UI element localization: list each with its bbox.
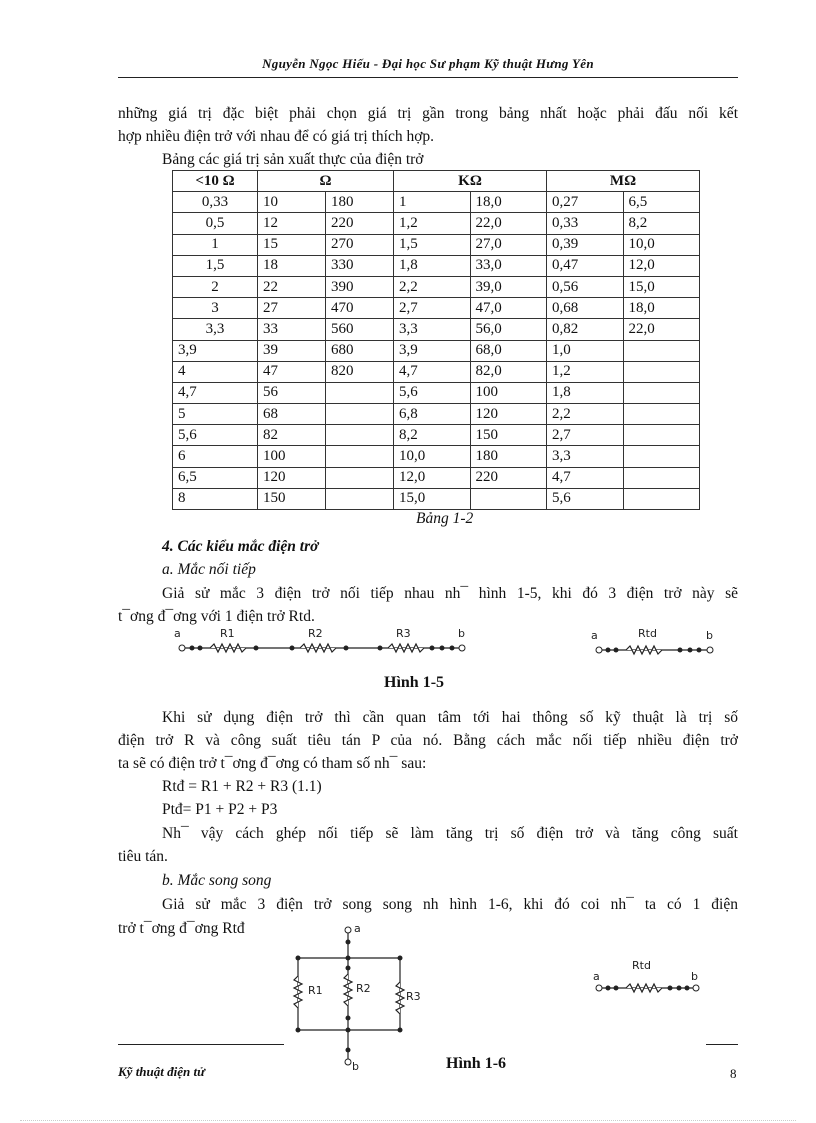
table-cell: 0,33 xyxy=(547,213,624,234)
par-label-b: b xyxy=(352,1060,359,1073)
table-cell: 22,0 xyxy=(623,319,700,340)
table-row xyxy=(173,255,700,276)
figure-1-6-caption: Hình 1-6 xyxy=(446,1055,507,1072)
table-cell xyxy=(326,382,394,403)
rtd-terminal-b xyxy=(707,647,713,653)
table-cell: 8,2 xyxy=(394,425,471,446)
table-cell: 3 xyxy=(173,298,258,319)
table-cell: 47 xyxy=(258,361,326,382)
table-row xyxy=(173,319,700,340)
table-cell: 560 xyxy=(326,319,394,340)
table-cell: 6,5 xyxy=(623,192,700,213)
table-row xyxy=(173,213,700,234)
par-label-a: a xyxy=(354,922,361,935)
table-cell: 150 xyxy=(258,488,326,509)
table-cell xyxy=(623,382,700,403)
p1-line-3: ta sẽ có điện trở t¯ơng đ¯ơng có tham số nh¯ sau: xyxy=(118,755,427,772)
series-subtitle: a. Mắc nối tiếp xyxy=(162,561,256,578)
table-cell: 2,7 xyxy=(547,425,624,446)
parallel-line-2: trở t¯ơng đ¯ơng Rtđ xyxy=(118,920,245,937)
page-number: 8 xyxy=(730,1066,737,1081)
table-cell: 1 xyxy=(394,192,471,213)
section-4-title: 4. Các kiểu mắc điện trở xyxy=(162,538,319,555)
eq-label-b: b xyxy=(691,970,698,983)
table-intro: Bảng các giá trị sản xuất thực của điện trở xyxy=(162,151,424,168)
header-under-10-ohm: <10 Ω xyxy=(173,171,258,192)
table-cell: 5,6 xyxy=(173,425,258,446)
table-cell xyxy=(623,446,700,467)
table-cell: 15,0 xyxy=(394,488,471,509)
label-r2: R2 xyxy=(308,627,323,640)
figure-1-6-diagram xyxy=(288,922,421,1073)
table-cell: 1,5 xyxy=(173,255,258,276)
resistor-values-table xyxy=(172,170,700,510)
table-cell: 100 xyxy=(258,446,326,467)
table-cell xyxy=(623,404,700,425)
table-row xyxy=(173,488,700,509)
table-cell xyxy=(326,425,394,446)
table-cell: 18 xyxy=(258,255,326,276)
par-resistor-r2 xyxy=(344,974,352,1006)
table-row xyxy=(173,382,700,403)
par-resistor-r3 xyxy=(396,982,404,1014)
table-cell: 12 xyxy=(258,213,326,234)
table-cell: 3,3 xyxy=(173,319,258,340)
table-cell: 1,2 xyxy=(547,361,624,382)
table-cell: 18,0 xyxy=(470,192,547,213)
table-cell xyxy=(326,467,394,488)
table-row xyxy=(173,276,700,297)
table-cell: 27,0 xyxy=(470,234,547,255)
table-cell: 820 xyxy=(326,361,394,382)
table-cell: 8,2 xyxy=(623,213,700,234)
table-cell xyxy=(326,446,394,467)
table-cell: 180 xyxy=(326,192,394,213)
table-cell: 15 xyxy=(258,234,326,255)
parallel-line-1: Giả sử mắc 3 điện trở song song nh hình 1-6, khi đó coi nh¯ ta có 1 điện xyxy=(162,896,738,913)
table-cell: 12,0 xyxy=(623,255,700,276)
footer-title: Kỹ thuật điện tử xyxy=(118,1064,205,1079)
eq-label-rtd: Rtd xyxy=(632,959,651,972)
table-cell: 0,68 xyxy=(547,298,624,319)
table-cell: 39 xyxy=(258,340,326,361)
table-cell: 0,33 xyxy=(173,192,258,213)
table-cell xyxy=(623,467,700,488)
table-cell xyxy=(623,488,700,509)
table-cell: 4 xyxy=(173,361,258,382)
rtd-terminal-a xyxy=(596,647,602,653)
table-row xyxy=(173,234,700,255)
rtd-label-a: a xyxy=(591,629,598,642)
table-row xyxy=(173,340,700,361)
table-cell: 330 xyxy=(326,255,394,276)
table-cell: 4,7 xyxy=(173,382,258,403)
table-cell: 33,0 xyxy=(470,255,547,276)
equation-1-1: Rtđ = R1 + R2 + R3 (1.1) xyxy=(162,778,322,795)
table-row xyxy=(173,425,700,446)
table-cell: 120 xyxy=(258,467,326,488)
table-cell: 0,47 xyxy=(547,255,624,276)
table-cell xyxy=(326,488,394,509)
table-cell xyxy=(623,361,700,382)
series-line-2: t¯ơng đ¯ơng với 1 điện trở Rtd. xyxy=(118,608,315,625)
figure-1-6-equivalent xyxy=(590,955,710,999)
running-header: Nguyễn Ngọc Hiếu - Đại học Sư phạm Kỹ thuật Hưng Yên xyxy=(262,56,594,71)
table-cell: 10,0 xyxy=(394,446,471,467)
table-cell: 0,5 xyxy=(173,213,258,234)
par-resistor-r1 xyxy=(294,976,302,1008)
table-cell: 39,0 xyxy=(470,276,547,297)
terminal-a xyxy=(179,645,185,651)
table-cell: 1,8 xyxy=(394,255,471,276)
p2-line-1: Nh¯ vậy cách ghép nối tiếp sẽ làm tăng trị số điện trở và tăng công suất xyxy=(162,825,738,842)
table-cell: 3,9 xyxy=(394,340,471,361)
table-body xyxy=(173,192,700,510)
par-resistor-rtd xyxy=(626,984,662,992)
parallel-subtitle: b. Mắc song song xyxy=(162,872,272,889)
table-row xyxy=(173,404,700,425)
eq-label-a: a xyxy=(593,970,600,983)
table-row xyxy=(173,298,700,319)
table-cell: 180 xyxy=(470,446,547,467)
table-cell: 3,3 xyxy=(547,446,624,467)
table-cell: 10 xyxy=(258,192,326,213)
table-cell: 22,0 xyxy=(470,213,547,234)
header-ohm: Ω xyxy=(258,171,394,192)
par-label-r1: R1 xyxy=(308,984,323,997)
header-kilo-ohm: KΩ xyxy=(394,171,547,192)
footer-rule-right xyxy=(706,1044,738,1045)
table-cell: 10,0 xyxy=(623,234,700,255)
table-cell: 56,0 xyxy=(470,319,547,340)
table-cell: 0,82 xyxy=(547,319,624,340)
intro-line-1: những giá trị đặc biệt phải chọn giá trị gần trong bảng nhất hoặc phải đấu nối kết xyxy=(118,105,738,122)
table-cell: 6,5 xyxy=(173,467,258,488)
table-cell: 68,0 xyxy=(470,340,547,361)
table-cell: 56 xyxy=(258,382,326,403)
table-cell: 270 xyxy=(326,234,394,255)
header-mega-ohm: MΩ xyxy=(547,171,700,192)
table-cell: 1 xyxy=(173,234,258,255)
table-row xyxy=(173,192,700,213)
label-b: b xyxy=(458,627,465,640)
table-cell: 0,56 xyxy=(547,276,624,297)
table-cell: 6 xyxy=(173,446,258,467)
table-cell: 68 xyxy=(258,404,326,425)
table-cell: 5,6 xyxy=(394,382,471,403)
par-label-r3: R3 xyxy=(406,990,421,1003)
table-cell: 220 xyxy=(470,467,547,488)
rtd-label: Rtd xyxy=(638,627,657,640)
table-cell: 18,0 xyxy=(623,298,700,319)
terminal-b xyxy=(459,645,465,651)
table-cell: 5,6 xyxy=(547,488,624,509)
table-cell: 0,39 xyxy=(547,234,624,255)
table-cell: 220 xyxy=(326,213,394,234)
table-row xyxy=(173,361,700,382)
table-cell: 4,7 xyxy=(547,467,624,488)
table-cell xyxy=(623,340,700,361)
par-label-r2: R2 xyxy=(356,982,371,995)
label-r3: R3 xyxy=(396,627,411,640)
table-row xyxy=(173,446,700,467)
table-cell: 2,2 xyxy=(394,276,471,297)
table-cell: 22 xyxy=(258,276,326,297)
table-cell: 8 xyxy=(173,488,258,509)
footer-rule-left xyxy=(118,1044,284,1045)
table-cell xyxy=(470,488,547,509)
table-cell: 3,3 xyxy=(394,319,471,340)
p2-line-2: tiêu tán. xyxy=(118,848,168,865)
table-cell xyxy=(326,404,394,425)
table-cell: 150 xyxy=(470,425,547,446)
p1-line-1: Khi sử dụng điện trở thì cần quan tâm tới hai thông số kỹ thuật là trị số xyxy=(162,709,738,726)
equation-power: Ptđ= P1 + P2 + P3 xyxy=(162,801,278,818)
table-cell: 3,9 xyxy=(173,340,258,361)
table-cell: 5 xyxy=(173,404,258,425)
table-cell: 390 xyxy=(326,276,394,297)
resistor-r3 xyxy=(388,644,424,652)
table-cell: 2,2 xyxy=(547,404,624,425)
table-cell: 2 xyxy=(173,276,258,297)
table-cell: 82 xyxy=(258,425,326,446)
series-line-1: Giả sử mắc 3 điện trở nối tiếp nhau nh¯ hình 1-5, khi đó 3 điện trở này sẽ xyxy=(162,585,738,602)
table-cell: 1,2 xyxy=(394,213,471,234)
figure-1-5-diagram xyxy=(170,622,730,662)
table-cell: 27 xyxy=(258,298,326,319)
table-cell: 100 xyxy=(470,382,547,403)
figure-1-5-caption: Hình 1-5 xyxy=(384,674,445,691)
resistor-rtd xyxy=(626,646,662,654)
header-rule xyxy=(118,77,738,78)
rtd-label-b: b xyxy=(706,629,713,642)
table-caption: Bảng 1-2 xyxy=(416,510,474,527)
table-cell: 1,8 xyxy=(547,382,624,403)
table-row xyxy=(173,467,700,488)
table-cell: 12,0 xyxy=(394,467,471,488)
table-cell: 2,7 xyxy=(394,298,471,319)
table-cell: 47,0 xyxy=(470,298,547,319)
table-cell: 6,8 xyxy=(394,404,471,425)
label-a: a xyxy=(174,627,181,640)
label-r1: R1 xyxy=(220,627,235,640)
resistor-r2 xyxy=(300,644,336,652)
table-cell: 120 xyxy=(470,404,547,425)
table-cell: 4,7 xyxy=(394,361,471,382)
table-cell: 82,0 xyxy=(470,361,547,382)
table-cell: 0,27 xyxy=(547,192,624,213)
table-cell: 680 xyxy=(326,340,394,361)
table-cell: 15,0 xyxy=(623,276,700,297)
intro-line-2: hợp nhiều điện trở với nhau để có giá trị thích hợp. xyxy=(118,128,435,145)
p1-line-2: điện trở R và công suất tiêu tán P của nó. Bằng cách mắc nối tiếp nhiều điện trở xyxy=(118,732,738,749)
table-cell xyxy=(623,425,700,446)
table-cell: 1,5 xyxy=(394,234,471,255)
table-cell: 1,0 xyxy=(547,340,624,361)
resistor-r1 xyxy=(210,644,246,652)
table-cell: 470 xyxy=(326,298,394,319)
table-cell: 33 xyxy=(258,319,326,340)
page-edge-dots xyxy=(20,1120,796,1121)
